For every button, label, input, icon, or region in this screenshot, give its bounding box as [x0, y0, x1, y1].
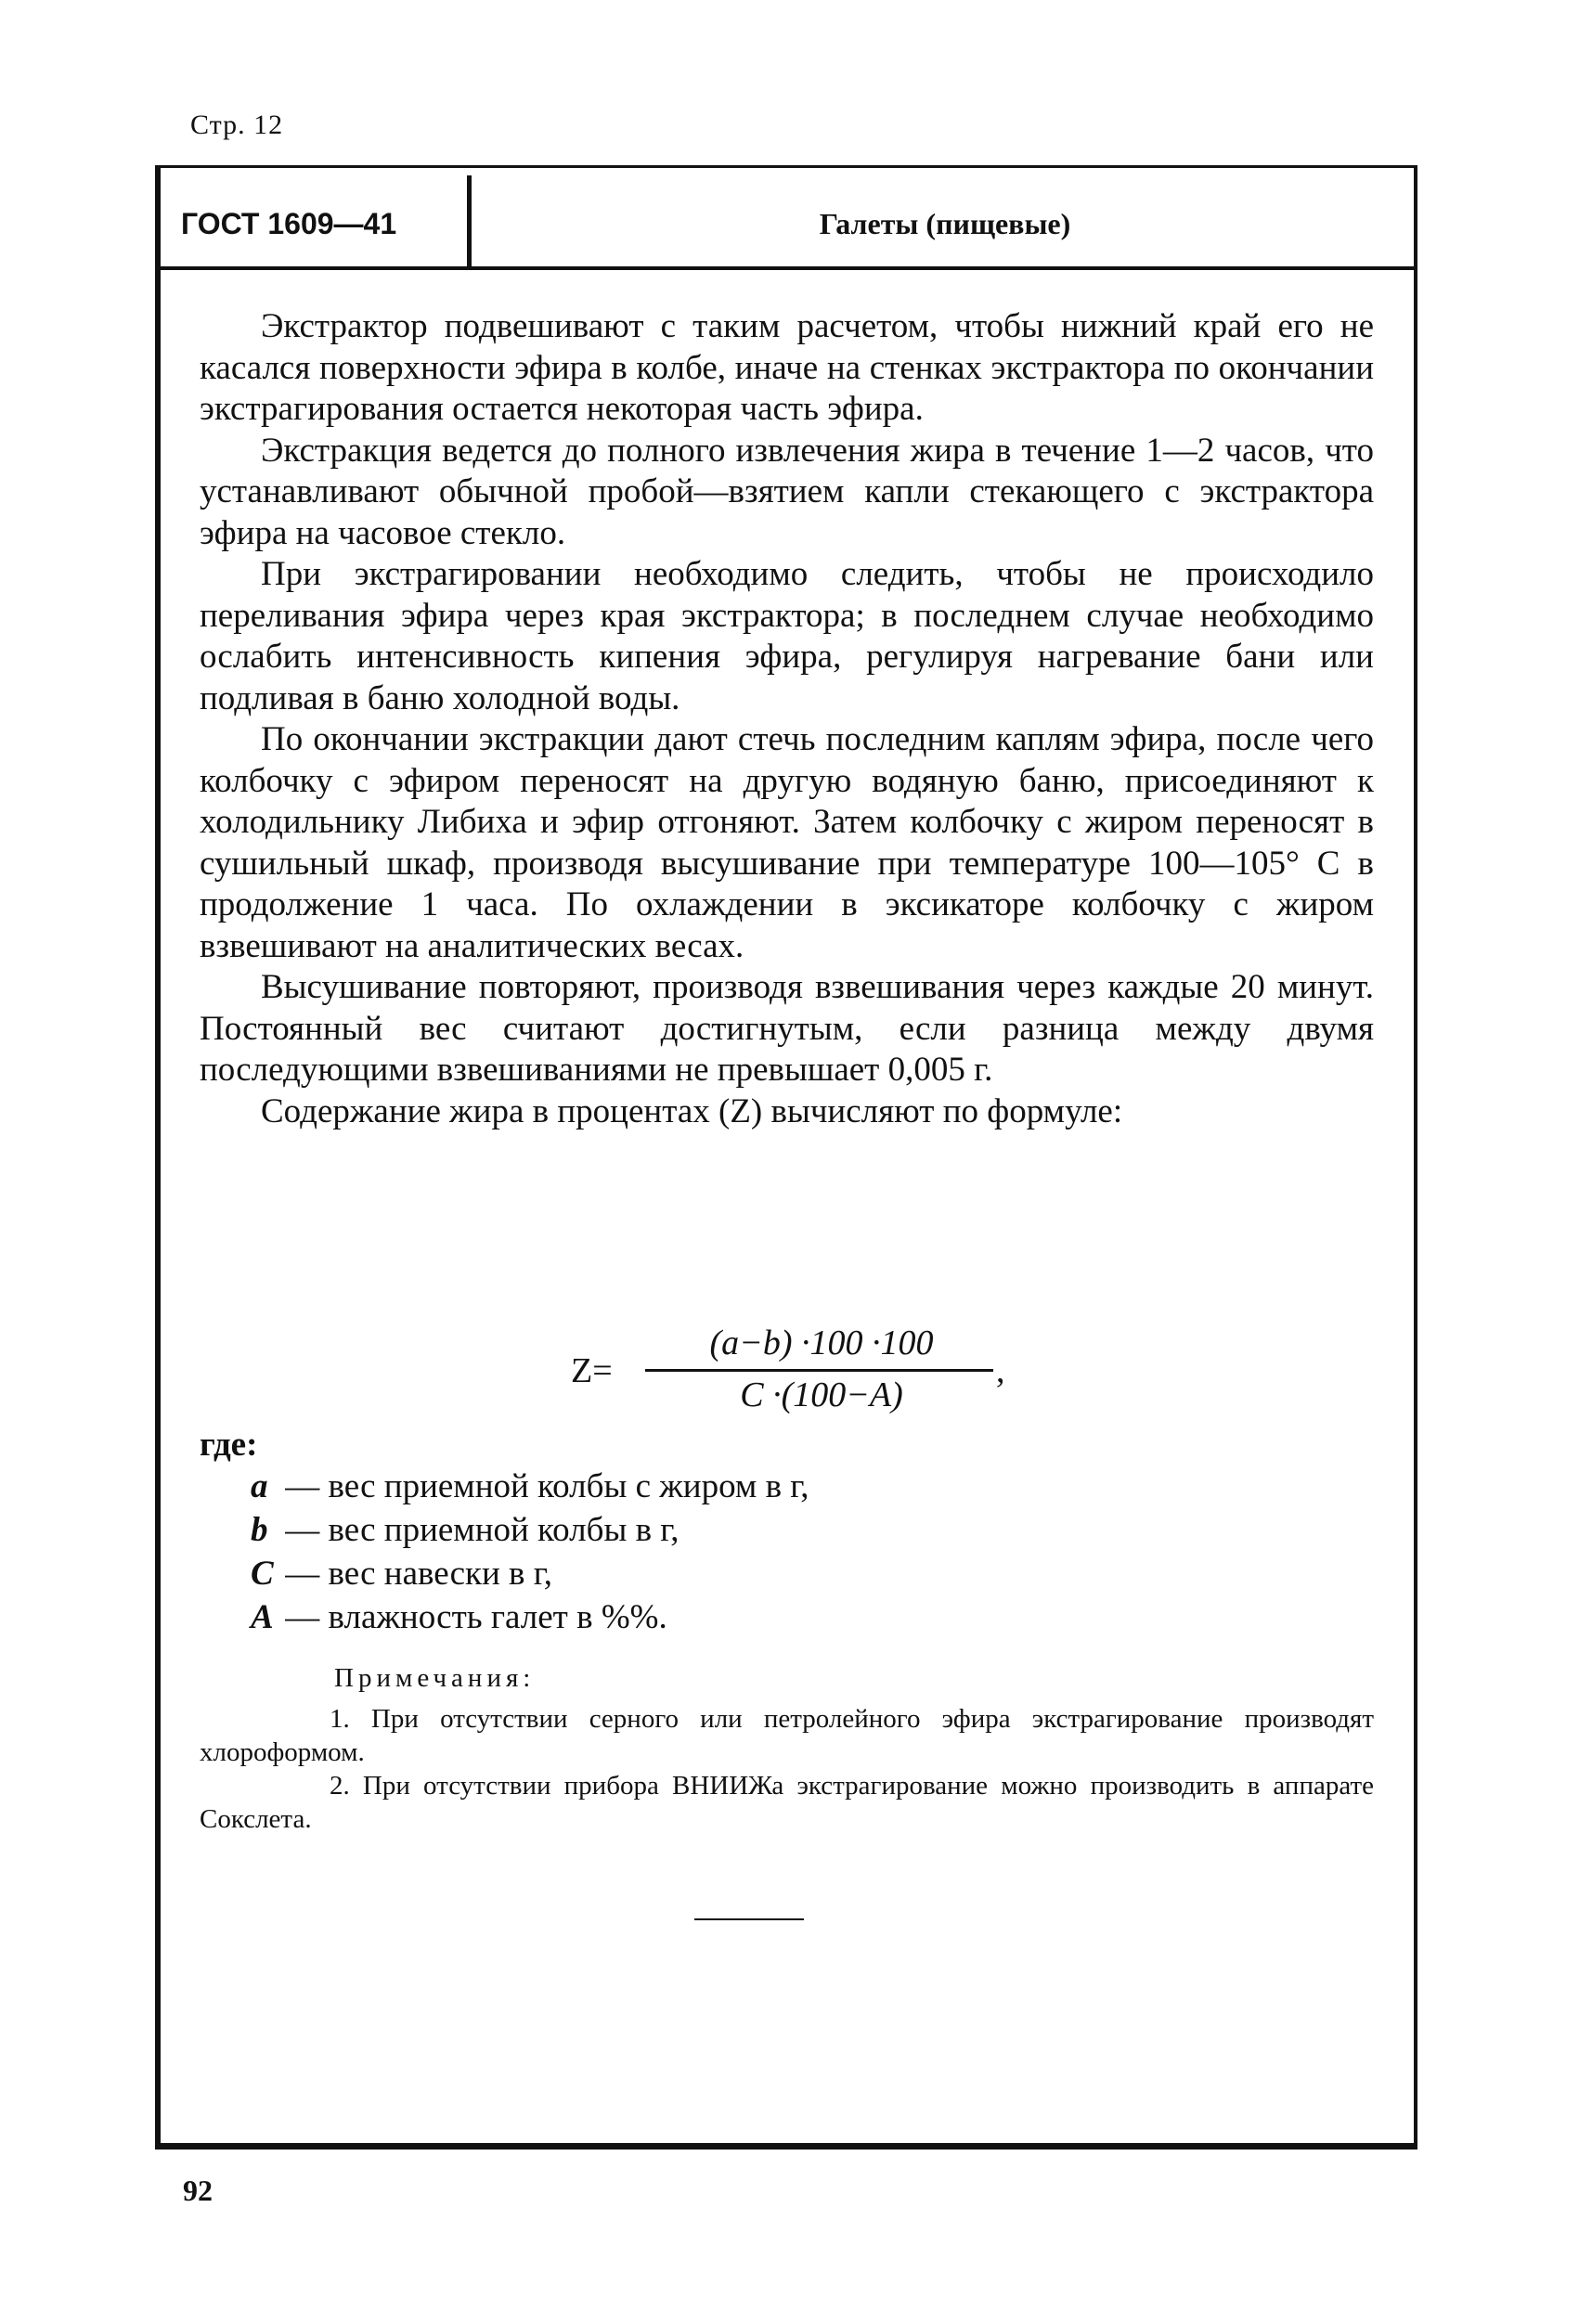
formula-denominator: C ·(100−A)	[740, 1375, 903, 1414]
document-header	[161, 168, 1414, 270]
note-item: 1. При отсутствии серного или петролейного эфира экстрагирование производят хлороформом.	[200, 1704, 1374, 1767]
legend-symbol: C	[251, 1555, 274, 1593]
legend-text: — вес приемной колбы с жиром в г,	[285, 1467, 809, 1505]
header-divider	[467, 175, 472, 268]
legend-item	[251, 1595, 809, 1639]
paragraph: Экстракция ведется до полного извлечения жира в течение 1—2 часов, что устанавливают обычной пробой—взятием капли стекающего с экстрактора эфира на часовое стекло.	[200, 431, 1374, 552]
body-text	[200, 306, 1374, 1132]
legend-item	[251, 1508, 809, 1552]
legend-symbol: b	[251, 1511, 268, 1549]
fat-content-formula	[571, 1323, 1035, 1425]
legend-symbol: A	[251, 1598, 274, 1636]
note-item: 2. При отсутствии прибора ВНИИЖа экстрагирование можно производить в аппарате Сокслета.	[200, 1771, 1374, 1834]
legend-text: — влажность галет в %%.	[285, 1598, 667, 1636]
document-title: Галеты (пищевые)	[819, 207, 1071, 240]
paragraph: Высушивание повторяют, производя взвешивания через каждые 20 минут. Постоянный вес считают достигнутым, если разница между двумя последующими взвешиваниями не превышает 0,005 г.	[200, 968, 1374, 1089]
standard-number: ГОСТ 1609—41	[181, 207, 397, 240]
fraction-bar	[645, 1369, 993, 1372]
page-number: 92	[183, 2174, 213, 2207]
formula-numerator: (a−b) ·100 ·100	[709, 1323, 934, 1362]
legend-item	[251, 1552, 809, 1595]
formula-lhs: Z=	[571, 1351, 613, 1390]
legend-symbol: a	[251, 1467, 268, 1505]
notes-title: Примечания:	[334, 1663, 536, 1693]
formula-comma: ,	[996, 1351, 1005, 1390]
variable-legend	[251, 1465, 809, 1639]
end-divider	[694, 1918, 804, 1920]
legend-text: — вес приемной колбы в г,	[285, 1511, 679, 1549]
legend-item	[251, 1465, 809, 1508]
where-label: где:	[200, 1426, 258, 1464]
page-label: Стр. 12	[190, 110, 284, 140]
paragraph: Экстрактор подвешивают с таким расчетом, чтобы нижний край его не касался поверхности эфира в колбе, иначе на стенках экстрактора по окончании экстрагирования остается некоторая часть эфира.	[200, 307, 1374, 428]
notes-section	[200, 1661, 1374, 1836]
legend-text: — вес навески в г,	[285, 1555, 553, 1593]
paragraph: По окончании экстракции дают стечь последним каплям эфира, после чего колбочку с эфиром переносят на другую водяную баню, присоединяют к холодильнику Либиха и эфир отгоняют. Затем колбочку с жиром переносят в сушильный шкаф, производя высушивание при температуре 100—105° С в продолжение 1 часа. По охлаждении в эксикаторе колбочку с жиром взвешивают на аналитических весах.	[200, 720, 1374, 965]
paragraph: Содержание жира в процентах (Z) вычисляют по формуле:	[261, 1091, 1123, 1130]
paragraph: При экстрагировании необходимо следить, чтобы не происходило переливания эфира через края экстрактора; в последнем случае необходимо ослабить интенсивность кипения эфира, регулируя нагревание бани или подливая в баню холодной воды.	[200, 555, 1374, 717]
